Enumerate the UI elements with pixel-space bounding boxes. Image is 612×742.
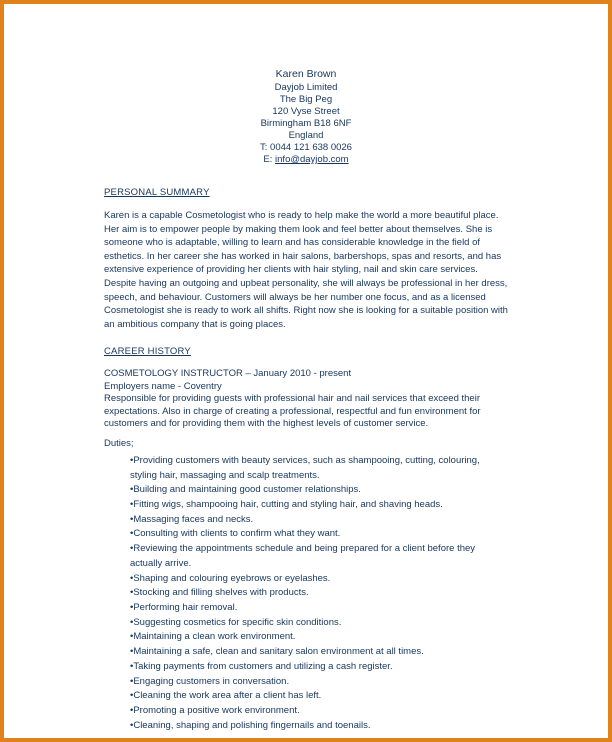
duty-item: • Consulting with clients to confirm what they want. bbox=[130, 527, 508, 542]
duties-label: Duties; bbox=[104, 437, 134, 449]
duty-item: • Taking payments from customers and utilizing a cash register. bbox=[130, 660, 508, 675]
job-description: Responsible for providing guests with professional hair and nail services that exceed their expectations. Also in charge of creating a professional, respectful and fun environment for customers and for providing them with the highest levels of customer service. bbox=[104, 393, 481, 429]
address-block bbox=[104, 82, 508, 154]
duty-item: • Maintaining a safe, clean and sanitary salon environment at all times. bbox=[130, 645, 508, 660]
duty-item: • Fitting wigs, shampooing hair, cutting and styling hair, and shaving heads. bbox=[130, 498, 508, 513]
duty-item: • Shaping and colouring eyebrows or eyelashes. bbox=[130, 572, 508, 587]
duty-item: • Stocking and filling shelves with products. bbox=[130, 586, 508, 601]
email-link[interactable]: info@dayjob.com bbox=[275, 154, 349, 165]
duty-item: • Performing hair removal. bbox=[130, 601, 508, 616]
contact-header bbox=[104, 68, 508, 166]
duty-item: • Massaging faces and necks. bbox=[130, 513, 508, 528]
duty-item: • Promoting a positive work environment. bbox=[130, 704, 508, 719]
address-line: 120 Vyse Street bbox=[272, 106, 340, 117]
address-line: Birmingham B18 6NF bbox=[260, 118, 352, 129]
employer-name: Employers name - Coventry bbox=[104, 381, 222, 393]
email-line bbox=[104, 154, 508, 166]
address-line: England bbox=[288, 130, 324, 141]
duty-item: • Engaging customers in conversation. bbox=[130, 675, 508, 690]
personal-summary-text: Karen is a capable Cosmetologist who is ready to help make the world a more beautiful place. Her aim is to empower people by making them look and feel better about themselves. She is someone who is adaptable, willing to learn and has considerable knowledge in the field of esthetics. In her career she has worked in hair salons, barbershops, spas and resorts, and has extensive experience of providing her clients with hair styling, nail and skin care services. Despite having an outgoing and upbeat personality, she will always be professional in her dress, speech, and behaviour. Customers will always be her number one focus, and as a licensed Cosmetologist she is ready to work all shifts. Right now she is looking for a suitable position with an ambitious company that is going places. bbox=[104, 210, 508, 330]
duty-item: • Providing customers with beauty services, such as shampooing, cutting, colouring, styling hair, massaging and scalp treatments. bbox=[130, 454, 508, 483]
resume-content bbox=[4, 4, 608, 738]
address-line: The Big Peg bbox=[279, 94, 333, 105]
person-name: Karen Brown bbox=[275, 68, 337, 80]
email-prefix: E: bbox=[263, 154, 276, 165]
duties-list bbox=[104, 454, 508, 733]
personal-summary-heading: PERSONAL SUMMARY bbox=[104, 187, 210, 198]
address-line: T: 0044 121 638 0026 bbox=[260, 142, 352, 153]
duty-item: • Building and maintaining good customer relationships. bbox=[130, 483, 508, 498]
address-line: Dayjob Limited bbox=[274, 82, 338, 93]
duty-item: • Suggesting cosmetics for specific skin conditions. bbox=[130, 616, 508, 631]
career-history-heading: CAREER HISTORY bbox=[104, 346, 191, 358]
job-title: COSMETOLOGY INSTRUCTOR – January 2010 - present bbox=[104, 368, 352, 380]
duty-item: • Cleaning, shaping and polishing fingernails and toenails. bbox=[130, 719, 508, 734]
duty-item: • Reviewing the appointments schedule and being prepared for a client before they actually arrive. bbox=[130, 542, 508, 571]
duty-item: • Cleaning the work area after a client has left. bbox=[130, 689, 508, 704]
duty-item: • Maintaining a clean work environment. bbox=[130, 630, 508, 645]
